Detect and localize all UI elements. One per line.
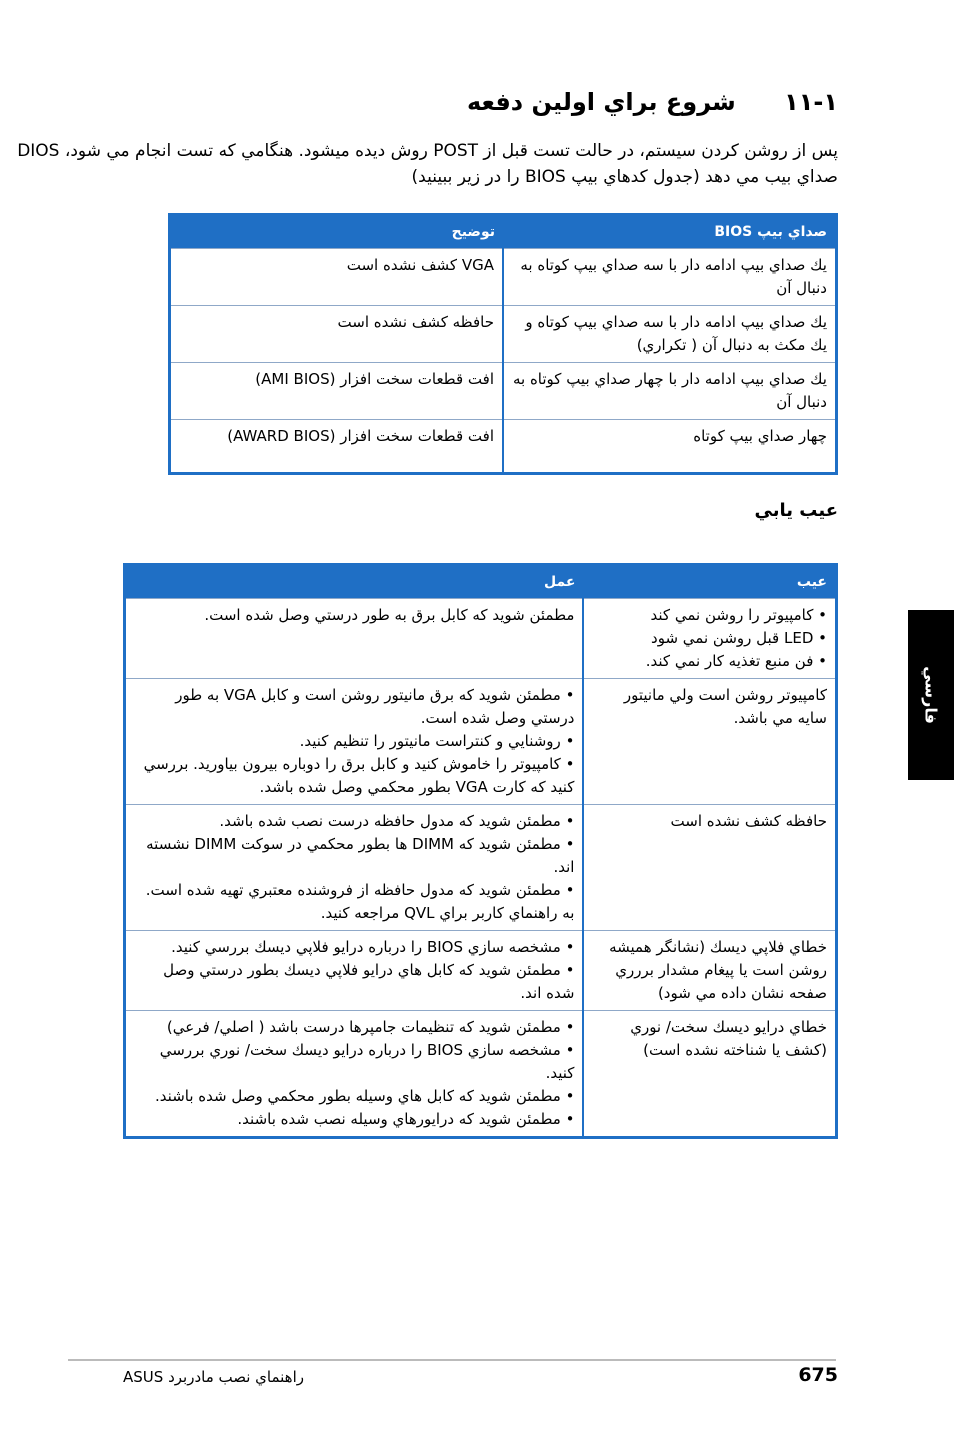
table-row xyxy=(125,805,837,931)
side-tab-label: فارسي xyxy=(921,666,941,724)
section-title: شروع براي اولين دفعه xyxy=(466,88,736,116)
list-item: • مشخصه سازي BIOS را درباره درايو ديسك سخت/ نوري بررسي كنيد. xyxy=(134,1039,574,1085)
header-problem: عيب xyxy=(583,565,836,599)
problem-cell xyxy=(583,1011,836,1138)
description-cell: حافظه كشف نشده است xyxy=(170,306,504,363)
table-row xyxy=(170,306,837,363)
intro-paragraph xyxy=(17,138,838,190)
action-cell xyxy=(125,1011,584,1138)
list-item: • مطمئن شويد كه مدول حافظه از فروشنده معتبري تهيه شده است. به راهنماي كاربر براي QVL مراجعه كنيد. xyxy=(134,879,574,925)
list-item: خطاي فلاپي ديسك (نشانگر هميشه روشن است يا پيغام مشدار بررري صفحه نشان داده مي شود) xyxy=(609,938,827,1002)
problem-cell xyxy=(583,599,836,679)
footer-text: راهنماي نصب مادربرد ASUS xyxy=(123,1368,305,1386)
beep-sound-cell: يك صداي بيپ ادامه دار با چهار صداي بيپ كوتاه به دنبال آن xyxy=(503,363,837,420)
list-item: كامپيوتر روشن است ولي مانيتور سايه مي باشد. xyxy=(623,686,827,727)
list-item: • كامپيوتر را روشن نمي كند xyxy=(592,604,827,627)
description-cell: افت قطعات سخت افزار (AMI BIOS) xyxy=(170,363,504,420)
table-row xyxy=(170,420,837,474)
page-title xyxy=(467,88,838,116)
action-cell xyxy=(125,805,584,931)
list-item: خطاي درايو ديسك سخت/ نوري (كشف يا شناخته نشده است) xyxy=(630,1018,827,1059)
bios-beep-table xyxy=(168,213,838,475)
intro-line: صداي بيب مي دهد (جدول كدهاي بيپ BIOS را در زير ببينيد) xyxy=(411,167,838,187)
list-item: • مطمئن شويد كه تنظيمات جامپرها درست باشد ( اصلي/ فرعي) xyxy=(134,1016,574,1039)
list-item: • كامپيوتر را خاموش كنيد و كابل برق را دوباره بيرون بياوريد. بررسي كنيد كه كارت VGA بطور محكمي وصل شده باشد. xyxy=(134,753,574,799)
list-item: • فن منبع تغذيه كار نمي كند. xyxy=(592,650,827,673)
problem-cell xyxy=(583,805,836,931)
header-description: توضيح xyxy=(170,215,504,249)
action-cell xyxy=(125,931,584,1011)
footer-divider xyxy=(68,1359,836,1361)
list-item: • مطمئن شويد كه برق مانيتور روشن است و كابل VGA به طور درستي وصل شده است. xyxy=(134,684,574,730)
table-row xyxy=(125,679,837,805)
table-row xyxy=(125,1011,837,1138)
beep-sound-cell: يك صداي بيپ ادامه دار با سه صداي بيپ كوتاه به دنبال آن xyxy=(503,249,837,306)
table-row xyxy=(170,363,837,420)
problem-cell xyxy=(583,931,836,1011)
header-beep-sound: صداي بيپ BIOS xyxy=(503,215,837,249)
list-item: • مطمئن شويد كه كابل هاي درايو فلاپي ديسك بطور درستي وصل شده اند. xyxy=(134,959,574,1005)
header-action: عمل xyxy=(125,565,584,599)
intro-line: پس از روشن كردن سيستم، در حالت تست قبل از POST روش ديده ميشود. هنگامي كه تست انجام مي شود، DIOS xyxy=(17,141,838,161)
language-side-tab xyxy=(908,610,954,780)
troubleshooting-table xyxy=(123,563,838,1139)
beep-sound-cell: چهار صداي بيپ كوتاه xyxy=(503,420,837,474)
list-item: • مشخصه سازي BIOS را درباره درايو فلاپي ديسك بررسي كنيد. xyxy=(134,936,574,959)
description-cell: افت قطعات سخت افزار (AWARD BIOS) xyxy=(170,420,504,474)
table-row xyxy=(125,599,837,679)
list-item: حافظه كشف نشده است xyxy=(670,812,827,830)
description-cell: VGA كشف نشده است xyxy=(170,249,504,306)
page-number: 675 xyxy=(798,1364,838,1386)
table-row xyxy=(170,249,837,306)
beep-sound-cell: يك صداي بيپ ادامه دار با سه صداي بيپ كوتاه و يك مكث به دنبال آن ( تكراري) xyxy=(503,306,837,363)
list-item: • مطمئن شويد كه كابل هاي وسيله بطور محكمي وصل شده باشند. xyxy=(134,1085,574,1108)
list-item: • مطمئن شويد كه درايورهاي وسيله نصب شده باشند. xyxy=(134,1108,574,1131)
problem-cell xyxy=(583,679,836,805)
troubleshooting-heading: عيب يابي xyxy=(754,500,838,521)
list-item: • LED قبل روشن نمي شود xyxy=(592,627,827,650)
list-item: • روشنايي و كنتراست مانيتور را تنظيم كنيد. xyxy=(134,730,574,753)
table-row xyxy=(125,931,837,1011)
list-item: • مطمئن شويد كه مدول حافظه درست نصب شده باشد. xyxy=(134,810,574,833)
action-cell xyxy=(125,679,584,805)
list-item: مطمئن شويد كه كابل برق به طور درستي وصل شده است. xyxy=(204,606,575,624)
section-number: ۱۱-۱ xyxy=(784,88,838,116)
action-cell xyxy=(125,599,584,679)
list-item: • مطمئن شويد كه DIMM ها بطور محكمي در سوكت DIMM نشسته اند. xyxy=(134,833,574,879)
